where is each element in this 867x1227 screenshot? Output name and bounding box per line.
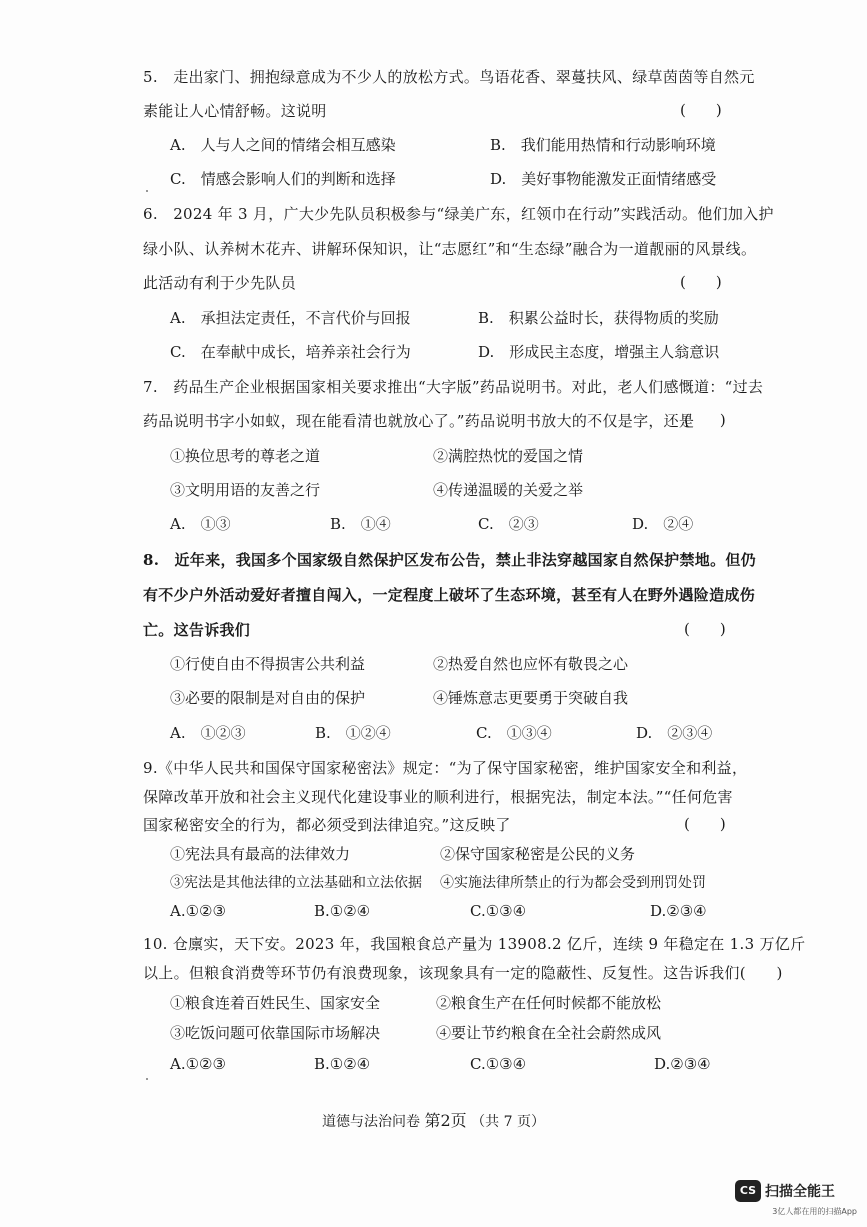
q7-item-4: ④传递温暖的关爱之举 (433, 481, 584, 499)
q6-stem-line1: 6. 2024 年 3 月，广大少先队员积极参与“绿美广东，红领巾在行动”实践活动。他们加入护 (143, 205, 774, 223)
q7-option-d: D. ②④ (632, 515, 694, 533)
q8-option-c: C. ①③④ (476, 724, 552, 742)
q10-option-b: B.①②④ (314, 1055, 371, 1073)
q10-stem-line2: 以上。但粮食消费等环节仍有浪费现象，该现象具有一定的隐蔽性、反复性。这告诉我们( ) (143, 964, 783, 982)
q10-item-3: ③吃饭问题可依靠国际市场解决 (170, 1024, 381, 1042)
page-footer (0, 1108, 867, 1131)
q8-stem-line1: 8. 近年来，我国多个国家级自然保护区发布公告，禁止非法穿越国家自然保护禁地。但仍 (143, 551, 756, 569)
q5-option-b: B. 我们能用热情和行动影响环境 (490, 136, 716, 154)
q7-stem-line2: 药品说明书字小如蚁，现在能看清也就放心了。”药品说明书放大的不仅是字，还是 (143, 412, 695, 430)
q8-stem-line3: 亡。这告诉我们 (143, 621, 251, 639)
q10-option-a: A.①②③ (170, 1055, 226, 1073)
q6-option-d: D. 形成民主态度，增强主人翁意识 (478, 343, 720, 361)
q5-stem-line1: 5. 走出家门、拥抱绿意成为不少人的放松方式。鸟语花香、翠蔓扶风、绿草茵茵等自然元 (143, 68, 755, 86)
scan-speck (146, 1078, 148, 1080)
q6-option-a: A. 承担法定责任，不言代价与回报 (170, 309, 411, 327)
q6-option-b: B. 积累公益时长，获得物质的奖励 (478, 309, 719, 327)
scanner-watermark (735, 1180, 857, 1220)
q6-answer-bracket: ( ) (680, 273, 722, 291)
q8-item-2: ②热爱自然也应怀有敬畏之心 (433, 655, 629, 673)
q10-item-4: ④要让节约粮食在全社会蔚然成风 (436, 1024, 662, 1042)
q9-item-4: ④实施法律所禁止的行为都会受到刑罚处罚 (440, 875, 706, 891)
q8-stem-line2: 有不少户外活动爱好者擅自闯入，一定程度上破坏了生态环境，甚至有人在野外遇险造成伤 (143, 586, 756, 604)
q9-stem-line2: 保障改革开放和社会主义现代化建设事业的顺利进行，根据宪法，制定本法。”“任何危害 (143, 788, 733, 806)
q8-item-1: ①行使自由不得损害公共利益 (170, 655, 366, 673)
q7-option-b: B. ①④ (330, 515, 391, 533)
q10-item-2: ②粮食生产在任何时候都不能放松 (436, 994, 662, 1012)
q7-item-1: ①换位思考的尊老之道 (170, 447, 321, 465)
q8-item-4: ④锤炼意志更要勇于突破自我 (433, 689, 629, 707)
footer-total-pages: （共 7 页） (471, 1114, 545, 1130)
q8-answer-bracket: ( ) (684, 620, 726, 638)
q9-stem-line1: 9.《中华人民共和国保守国家秘密法》规定：“为了保守国家秘密，维护国家安全和利益， (143, 759, 748, 777)
q10-item-1: ①粮食连着百姓民生、国家安全 (170, 994, 381, 1012)
scan-speck (146, 190, 148, 192)
q9-item-1: ①宪法具有最高的法律效力 (170, 845, 351, 863)
q8-item-3: ③必要的限制是对自由的保护 (170, 689, 366, 707)
q9-stem-line3: 国家秘密安全的行为，都必须受到法律追究。”这反映了 (143, 816, 511, 834)
q5-option-a: A. 人与人之间的情绪会相互感染 (170, 136, 396, 154)
q5-option-c: C. 情感会影响人们的判断和选择 (170, 170, 396, 188)
q7-item-3: ③文明用语的友善之行 (170, 481, 321, 499)
scanner-tagline: 3亿人都在用的扫描App (772, 1207, 857, 1216)
footer-subject: 道德与法治问卷 (322, 1114, 421, 1130)
q8-option-a: A. ①②③ (170, 724, 246, 742)
q7-answer-bracket: ( ) (684, 411, 726, 429)
q9-item-2: ②保守国家秘密是公民的义务 (440, 845, 636, 863)
footer-page-number: 第2页 (424, 1111, 467, 1130)
q6-option-c: C. 在奉献中成长，培养亲社会行为 (170, 343, 411, 361)
q9-option-c: C.①③④ (470, 902, 527, 920)
q6-stem-line2: 绿小队、认养树木花卉、讲解环保知识，让“志愿红”和“生态绿”融合为一道靓丽的风景线。 (143, 240, 757, 258)
q6-stem-line3: 此活动有利于少先队员 (143, 274, 297, 292)
q10-stem-line1: 10. 仓廪实，天下安。2023 年，我国粮食总产量为 13908.2 亿斤，连续 9 年稳定在 1.3 万亿斤 (143, 935, 806, 953)
q10-option-c: C.①③④ (470, 1055, 527, 1073)
q9-option-d: D.②③④ (650, 902, 707, 920)
q7-option-c: C. ②③ (478, 515, 539, 533)
q9-option-a: A.①②③ (170, 902, 226, 920)
q7-item-2: ②满腔热忱的爱国之情 (433, 447, 584, 465)
q9-option-b: B.①②④ (314, 902, 371, 920)
scanner-app-name: 扫描全能王 (765, 1184, 835, 1200)
q5-stem-line2: 素能让人心情舒畅。这说明 (143, 102, 327, 120)
q8-option-d: D. ②③④ (636, 724, 713, 742)
q9-item-3: ③宪法是其他法律的立法基础和立法依据 (170, 875, 422, 891)
q5-answer-bracket: ( ) (680, 101, 722, 119)
q7-stem-line1: 7. 药品生产企业根据国家相关要求推出“大字版”药品说明书。对此，老人们感慨道：“过去 (143, 378, 764, 396)
q8-option-b: B. ①②④ (315, 724, 391, 742)
camscanner-logo-icon: CS (735, 1180, 761, 1202)
q7-option-a: A. ①③ (170, 515, 231, 533)
q10-option-d: D.②③④ (654, 1055, 711, 1073)
q5-option-d: D. 美好事物能激发正面情绪感受 (490, 170, 717, 188)
q9-answer-bracket: ( ) (684, 815, 726, 833)
